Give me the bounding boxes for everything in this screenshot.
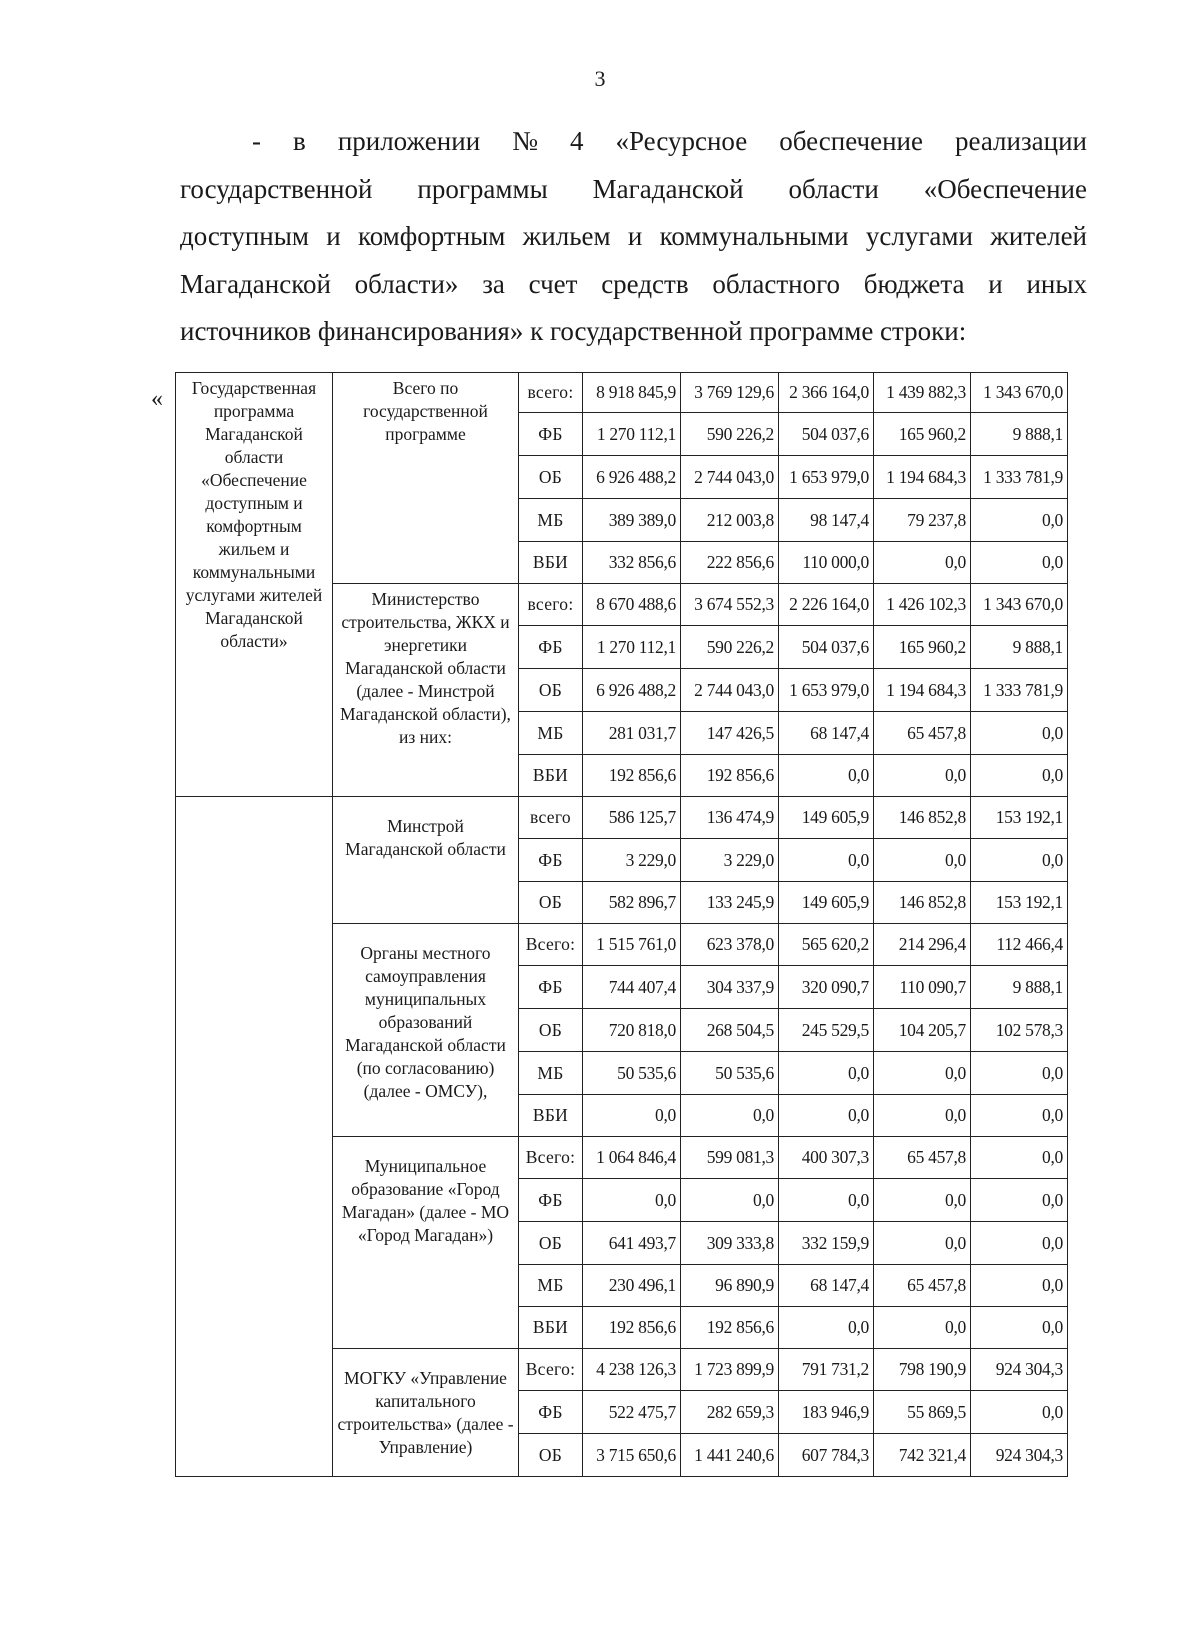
funding-source-cell: всего: [519, 373, 583, 413]
amount-cell: 4 238 126,3 [583, 1349, 681, 1391]
intro-word: коммунальными [659, 221, 849, 251]
amount-cell: 0,0 [971, 1137, 1068, 1179]
amount-cell: 582 896,7 [583, 882, 681, 924]
amount-cell: 798 190,9 [874, 1349, 971, 1391]
intro-paragraph [180, 118, 1087, 356]
amount-cell: 0,0 [971, 1095, 1068, 1137]
funding-source-cell: ОБ [519, 1222, 583, 1265]
amount-cell: 8 670 488,6 [583, 584, 681, 626]
intro-word: - [252, 126, 261, 156]
intro-word: счет [528, 268, 578, 299]
executor-cell: Всего по государственной программе [333, 373, 519, 584]
amount-cell: 214 296,4 [874, 924, 971, 966]
intro-word: источников финансирования» к государственной программе строки: [180, 316, 967, 346]
amount-cell: 1 194 684,3 [874, 669, 971, 712]
amount-cell: 79 237,8 [874, 499, 971, 542]
amount-cell: 146 852,8 [874, 797, 971, 839]
amount-cell: 924 304,3 [971, 1349, 1068, 1391]
resource-table [175, 372, 1068, 1477]
amount-cell: 332 159,9 [779, 1222, 874, 1265]
amount-cell: 3 229,0 [583, 839, 681, 882]
funding-source-cell: Всего: [519, 924, 583, 966]
executor-cell: Органы местного самоуправления муниципальных образований Магаданской области (по согласованию) (далее - ОМСУ), [333, 924, 519, 1137]
amount-cell: 192 856,6 [583, 1307, 681, 1349]
amount-cell: 641 493,7 [583, 1222, 681, 1265]
amount-cell: 0,0 [874, 1222, 971, 1265]
amount-cell: 3 229,0 [681, 839, 779, 882]
amount-cell: 3 674 552,3 [681, 584, 779, 626]
amount-cell: 1 333 781,9 [971, 456, 1068, 499]
funding-source-cell: МБ [519, 1052, 583, 1095]
funding-source-cell: ОБ [519, 882, 583, 924]
funding-source-cell: ОБ [519, 1434, 583, 1477]
amount-cell: 0,0 [681, 1179, 779, 1222]
amount-cell: 192 856,6 [681, 1307, 779, 1349]
amount-cell: 0,0 [971, 755, 1068, 797]
amount-cell: 8 918 845,9 [583, 373, 681, 413]
amount-cell: 586 125,7 [583, 797, 681, 839]
amount-cell: 720 818,0 [583, 1009, 681, 1052]
amount-cell: 0,0 [583, 1179, 681, 1222]
amount-cell: 504 037,6 [779, 413, 874, 456]
amount-cell: 309 333,8 [681, 1222, 779, 1265]
funding-source-cell: Всего: [519, 1349, 583, 1391]
funding-source-cell: МБ [519, 1265, 583, 1307]
intro-word: средств [601, 268, 689, 299]
amount-cell: 136 474,9 [681, 797, 779, 839]
executor-cell: Минстрой Магаданской области [333, 797, 519, 924]
amount-cell: 0,0 [971, 712, 1068, 755]
amount-cell: 320 090,7 [779, 966, 874, 1009]
amount-cell: 304 337,9 [681, 966, 779, 1009]
intro-word: жителей [990, 221, 1087, 251]
funding-source-cell: ВБИ [519, 1307, 583, 1349]
amount-cell: 133 245,9 [681, 882, 779, 924]
amount-cell: 522 475,7 [583, 1391, 681, 1434]
amount-cell: 0,0 [971, 1222, 1068, 1265]
intro-word: программы [417, 173, 548, 204]
executor-cell: Министерство строительства, ЖКХ и энергетики Магаданской области (далее - Минстрой Магаданской области), из них: [333, 584, 519, 797]
amount-cell: 222 856,6 [681, 542, 779, 584]
amount-cell: 0,0 [779, 1052, 874, 1095]
amount-cell: 1 194 684,3 [874, 456, 971, 499]
executor-cell: Муниципальное образование «Город Магадан» (далее - МО «Город Магадан») [333, 1137, 519, 1349]
intro-word: приложении [337, 126, 481, 156]
funding-source-cell: Всего: [519, 1137, 583, 1179]
funding-source-cell: ФБ [519, 626, 583, 669]
amount-cell: 0,0 [874, 542, 971, 584]
amount-cell: 1 653 979,0 [779, 669, 874, 712]
opening-quote-mark: « [151, 386, 163, 412]
funding-source-cell: ВБИ [519, 755, 583, 797]
intro-line [180, 308, 1087, 356]
intro-word: бюджета [863, 268, 965, 299]
amount-cell: 98 147,4 [779, 499, 874, 542]
amount-cell: 1 426 102,3 [874, 584, 971, 626]
table-row [176, 797, 1068, 839]
intro-word: областного [712, 268, 841, 299]
amount-cell: 924 304,3 [971, 1434, 1068, 1477]
intro-word: «Обеспечение [923, 173, 1087, 204]
amount-cell: 0,0 [779, 1095, 874, 1137]
intro-line [180, 261, 1087, 309]
amount-cell: 0,0 [971, 1391, 1068, 1434]
amount-cell: 0,0 [971, 1307, 1068, 1349]
funding-source-cell: ОБ [519, 669, 583, 712]
funding-source-cell: всего [519, 797, 583, 839]
amount-cell: 165 960,2 [874, 626, 971, 669]
intro-line [180, 213, 1087, 261]
table-row [176, 373, 1068, 413]
amount-cell: 0,0 [971, 499, 1068, 542]
amount-cell: 230 496,1 [583, 1265, 681, 1307]
amount-cell: 1 333 781,9 [971, 669, 1068, 712]
amount-cell: 1 343 670,0 [971, 373, 1068, 413]
program-name-cell: Государственная программа Магаданской области «Обеспечение доступным и комфортным жильем и коммунальными услугами жителей Магаданской области» [176, 373, 333, 797]
amount-cell: 65 457,8 [874, 1137, 971, 1179]
amount-cell: 149 605,9 [779, 797, 874, 839]
intro-word: области [788, 173, 879, 204]
amount-cell: 245 529,5 [779, 1009, 874, 1052]
intro-word: «Ресурсное [615, 126, 748, 156]
amount-cell: 212 003,8 [681, 499, 779, 542]
amount-cell: 3 769 129,6 [681, 373, 779, 413]
intro-word: и [988, 268, 1003, 299]
amount-cell: 742 321,4 [874, 1434, 971, 1477]
amount-cell: 281 031,7 [583, 712, 681, 755]
funding-source-cell: МБ [519, 499, 583, 542]
amount-cell: 96 890,9 [681, 1265, 779, 1307]
intro-word: доступным [180, 221, 309, 251]
intro-word: услугами [865, 221, 973, 251]
intro-word: комфортным [357, 221, 506, 251]
amount-cell: 0,0 [971, 1179, 1068, 1222]
intro-word: Магаданской [180, 268, 331, 299]
intro-word: 4 [569, 126, 584, 156]
amount-cell: 332 856,6 [583, 542, 681, 584]
intro-word: № [512, 126, 538, 156]
amount-cell: 6 926 488,2 [583, 456, 681, 499]
amount-cell: 607 784,3 [779, 1434, 874, 1477]
amount-cell: 165 960,2 [874, 413, 971, 456]
funding-source-cell: ВБИ [519, 1095, 583, 1137]
amount-cell: 2 366 164,0 [779, 373, 874, 413]
amount-cell: 1 343 670,0 [971, 584, 1068, 626]
amount-cell: 183 946,9 [779, 1391, 874, 1434]
amount-cell: 623 378,0 [681, 924, 779, 966]
funding-source-cell: МБ [519, 712, 583, 755]
program-name-cell-empty [176, 797, 333, 1477]
amount-cell: 50 535,6 [583, 1052, 681, 1095]
amount-cell: 1 270 112,1 [583, 413, 681, 456]
amount-cell: 0,0 [583, 1095, 681, 1137]
amount-cell: 110 090,7 [874, 966, 971, 1009]
funding-source-cell: ВБИ [519, 542, 583, 584]
amount-cell: 599 081,3 [681, 1137, 779, 1179]
amount-cell: 1 064 846,4 [583, 1137, 681, 1179]
amount-cell: 0,0 [971, 1052, 1068, 1095]
amount-cell: 102 578,3 [971, 1009, 1068, 1052]
amount-cell: 0,0 [971, 542, 1068, 584]
amount-cell: 268 504,5 [681, 1009, 779, 1052]
amount-cell: 2 744 043,0 [681, 669, 779, 712]
amount-cell: 0,0 [874, 1307, 971, 1349]
amount-cell: 55 869,5 [874, 1391, 971, 1434]
funding-source-cell: ФБ [519, 1391, 583, 1434]
amount-cell: 149 605,9 [779, 882, 874, 924]
amount-cell: 9 888,1 [971, 966, 1068, 1009]
funding-source-cell: всего: [519, 584, 583, 626]
amount-cell: 0,0 [874, 1052, 971, 1095]
amount-cell: 0,0 [874, 755, 971, 797]
funding-source-cell: ФБ [519, 966, 583, 1009]
intro-line [180, 118, 1087, 166]
amount-cell: 104 205,7 [874, 1009, 971, 1052]
page-number: 3 [594, 66, 606, 91]
amount-cell: 50 535,6 [681, 1052, 779, 1095]
intro-word: и [627, 221, 643, 251]
amount-cell: 0,0 [779, 1307, 874, 1349]
amount-cell: 565 620,2 [779, 924, 874, 966]
amount-cell: 590 226,2 [681, 413, 779, 456]
amount-cell: 0,0 [779, 839, 874, 882]
intro-word: в [293, 126, 306, 156]
amount-cell: 0,0 [874, 839, 971, 882]
amount-cell: 68 147,4 [779, 1265, 874, 1307]
amount-cell: 192 856,6 [583, 755, 681, 797]
amount-cell: 153 192,1 [971, 797, 1068, 839]
amount-cell: 590 226,2 [681, 626, 779, 669]
amount-cell: 282 659,3 [681, 1391, 779, 1434]
funding-source-cell: ОБ [519, 456, 583, 499]
amount-cell: 147 426,5 [681, 712, 779, 755]
amount-cell: 0,0 [971, 1265, 1068, 1307]
intro-word: за [482, 268, 505, 299]
funding-source-cell: ОБ [519, 1009, 583, 1052]
amount-cell: 0,0 [874, 1095, 971, 1137]
intro-word: иных [1026, 268, 1087, 299]
intro-word: обеспечение [779, 126, 923, 156]
amount-cell: 6 926 488,2 [583, 669, 681, 712]
intro-word: жильем [522, 221, 611, 251]
intro-line [180, 166, 1087, 214]
amount-cell: 68 147,4 [779, 712, 874, 755]
amount-cell: 744 407,4 [583, 966, 681, 1009]
amount-cell: 0,0 [874, 1179, 971, 1222]
amount-cell: 0,0 [779, 755, 874, 797]
amount-cell: 153 192,1 [971, 882, 1068, 924]
amount-cell: 1 441 240,6 [681, 1434, 779, 1477]
amount-cell: 146 852,8 [874, 882, 971, 924]
amount-cell: 791 731,2 [779, 1349, 874, 1391]
amount-cell: 112 466,4 [971, 924, 1068, 966]
amount-cell: 389 389,0 [583, 499, 681, 542]
intro-word: области» [354, 268, 459, 299]
amount-cell: 9 888,1 [971, 626, 1068, 669]
amount-cell: 400 307,3 [779, 1137, 874, 1179]
amount-cell: 65 457,8 [874, 712, 971, 755]
amount-cell: 504 037,6 [779, 626, 874, 669]
funding-source-cell: ФБ [519, 839, 583, 882]
amount-cell: 1 439 882,3 [874, 373, 971, 413]
executor-cell: МОГКУ «Управление капитального строительства» (далее - Управление) [333, 1349, 519, 1477]
amount-cell: 0,0 [681, 1095, 779, 1137]
intro-word: и [326, 221, 341, 251]
amount-cell: 1 723 899,9 [681, 1349, 779, 1391]
amount-cell: 0,0 [779, 1179, 874, 1222]
amount-cell: 2 744 043,0 [681, 456, 779, 499]
amount-cell: 1 653 979,0 [779, 456, 874, 499]
intro-word: реализации [955, 126, 1087, 156]
amount-cell: 1 515 761,0 [583, 924, 681, 966]
amount-cell: 110 000,0 [779, 542, 874, 584]
amount-cell: 9 888,1 [971, 413, 1068, 456]
amount-cell: 0,0 [971, 839, 1068, 882]
funding-source-cell: ФБ [519, 413, 583, 456]
amount-cell: 1 270 112,1 [583, 626, 681, 669]
amount-cell: 192 856,6 [681, 755, 779, 797]
amount-cell: 65 457,8 [874, 1265, 971, 1307]
intro-word: государственной [180, 173, 373, 204]
funding-source-cell: ФБ [519, 1179, 583, 1222]
intro-word: Магаданской [592, 173, 744, 204]
amount-cell: 2 226 164,0 [779, 584, 874, 626]
amount-cell: 3 715 650,6 [583, 1434, 681, 1477]
